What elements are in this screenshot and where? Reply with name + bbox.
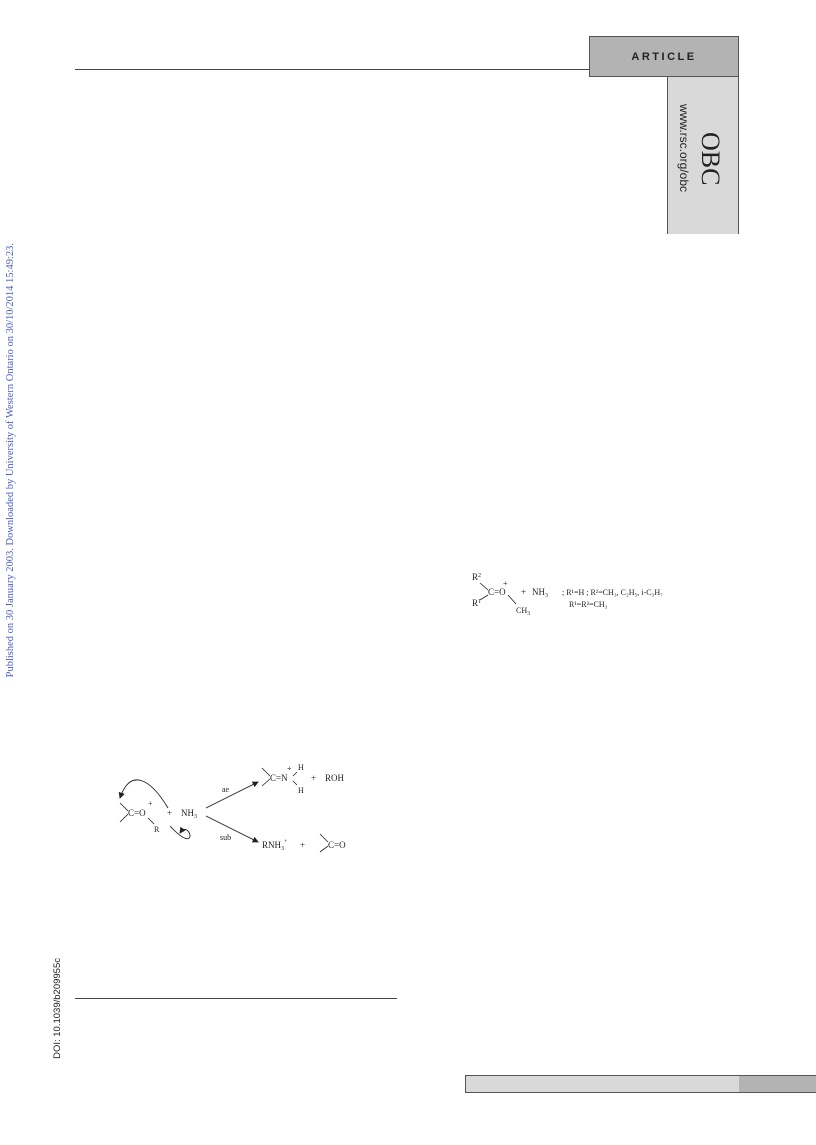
header-rule [75,69,590,70]
bond-imine-upper [262,768,270,776]
footer-bar [465,1075,740,1093]
oxonium-charge: + [503,579,508,588]
co-group: C=O [488,587,506,597]
product-plus-2: + [300,840,306,850]
bond-imine-lower [262,779,270,786]
article-section-tab [589,36,739,77]
bond-r1 [480,595,488,600]
section-label: ARTICLE [631,50,697,63]
scheme-ions-figure [468,568,708,620]
scheme-mechanism-figure [110,758,370,878]
ch3-label: $CH_3$ [516,606,531,617]
hydrogen-bottom: H [298,786,304,795]
reactant-co: C=O [128,808,146,818]
plus-sign: + [521,587,527,597]
r2-label: $R^2$ [472,572,482,582]
substituent-conditions: ; R¹=H ; R²=CH₃, C₂H₅, i-C₃H₇ [562,588,663,597]
reactant-charge: + [148,799,153,808]
bond-upper [120,803,128,811]
nh3-label: $NH_3$ [532,587,548,599]
footnote-rule [75,998,397,999]
reactant-r: R [154,825,160,834]
bond-r [148,818,154,824]
iminium-group: C=N [270,773,288,783]
footer-bar-dark [739,1075,816,1093]
path-sub-label: sub [220,833,232,842]
curved-arrow-top [120,780,168,808]
bond-carbonyl-upper [320,834,328,842]
published-note: Published on 30 January 2003. Downloaded by University of Western Ontario on 30/10/2014 15:49:23. [5,243,16,678]
reactant-plus: + [167,808,173,818]
product-plus-1: + [311,773,317,783]
rnh3-label: $RNH_3^+$ [262,839,288,852]
substituent-conditions-2: R¹=R²=CH₃ [569,600,608,609]
roh-label: ROH [325,773,345,783]
bond-carbonyl-lower [320,846,328,852]
bond-h-bottom [293,781,297,785]
journal-abbrev: OBC [696,132,725,186]
bond-ch3 [508,595,516,604]
doi-label: DOI: 10.1039/b209955c [52,958,63,1059]
journal-url: www.rsc.org/obc [677,104,691,193]
r1-label: $R^1$ [472,598,482,608]
arrow-sub [206,816,258,842]
bond-lower [120,814,128,822]
iminium-charge: + [287,764,292,773]
curved-arrow-bottom [170,826,190,839]
carbonyl-product: C=O [328,840,346,850]
bond-h-top [293,772,297,776]
arrow-ae [206,782,258,808]
path-ae-label: ae [222,785,230,794]
hydrogen-top: H [298,763,304,772]
bond-r2 [480,583,488,590]
reagent-nh3: $NH_3$ [181,808,197,820]
